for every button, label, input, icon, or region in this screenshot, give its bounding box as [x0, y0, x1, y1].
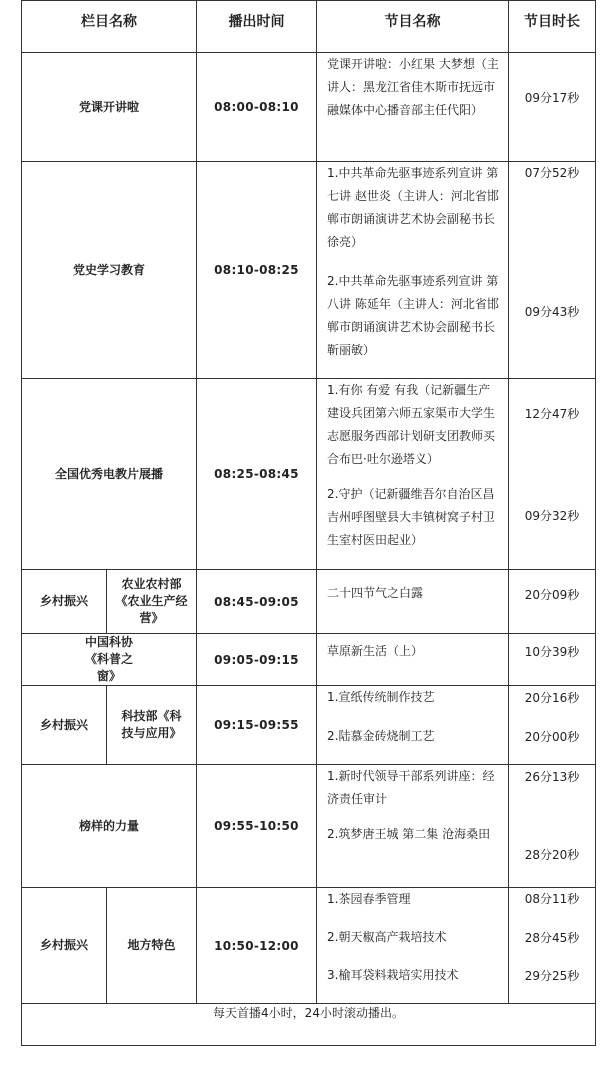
duration-cell: [509, 765, 596, 888]
program-title: 党课开讲啦：小红果 大梦想（主讲人：黑龙江省佳木斯市抚远市融媒体中心播音部主任代阳）: [327, 57, 499, 117]
broadcast-time: 08:00-08:10: [197, 53, 317, 162]
header-row: [22, 1, 596, 53]
program-title: 1.中共革命先驱事迹系列宣讲 第七讲 赵世炎（主讲人：河北省邯郸市朗诵演讲艺术协会副秘书长徐亮）: [327, 166, 499, 249]
broadcast-time: 09:55-10:50: [197, 765, 317, 888]
duration-cell: [509, 162, 596, 379]
duration-value: 09分43秒: [524, 305, 580, 319]
broadcast-time: 08:10-08:25: [197, 162, 317, 379]
duration-cell: [509, 634, 596, 686]
footer-note: 每天首播4小时，24小时滚动播出。: [22, 1004, 596, 1046]
header-duration: 节目时长: [509, 1, 596, 53]
table-row: [22, 634, 596, 686]
table-row: [22, 162, 596, 379]
program-cell: [317, 162, 509, 379]
program-cell: [317, 53, 509, 162]
program-title: 2.朝天椒高产栽培技术: [327, 930, 447, 944]
column-name: 乡村振兴: [22, 570, 107, 634]
program-cell: [317, 765, 509, 888]
duration-value: 07分52秒: [524, 166, 580, 180]
broadcast-time: 10:50-12:00: [197, 888, 317, 1004]
program-title: 2.守护（记新疆维吾尔自治区昌吉州呼图壁县大丰镇树窝子村卫生室村医田起业）: [327, 487, 496, 547]
broadcast-time: 09:05-09:15: [197, 634, 317, 686]
duration-value: 20分16秒: [524, 691, 580, 705]
column-name: [22, 634, 197, 686]
table-row: [22, 686, 596, 765]
duration-cell: [509, 53, 596, 162]
column-name: 全国优秀电教片展播: [22, 379, 197, 570]
program-title: 3.榆耳袋料栽培实用技术: [327, 968, 459, 982]
broadcast-time: 09:15-09:55: [197, 686, 317, 765]
table-row: [22, 570, 596, 634]
program-cell: [317, 379, 509, 570]
column-name: 乡村振兴: [22, 888, 107, 1004]
duration-cell: [509, 888, 596, 1004]
program-title: 2.陆慕金砖烧制工艺: [327, 729, 435, 743]
column-name: 乡村振兴: [22, 686, 107, 765]
duration-value: 10分39秒: [524, 645, 580, 659]
column-name: 党史学习教育: [22, 162, 197, 379]
broadcast-time: 08:45-09:05: [197, 570, 317, 634]
table-row: [22, 53, 596, 162]
program-cell: [317, 686, 509, 765]
header-program-name: 节目名称: [317, 1, 509, 53]
column-name: 榜样的力量: [22, 765, 197, 888]
column-name-text: 中国科协《科普之窗》: [84, 635, 133, 683]
duration-value: 29分25秒: [524, 969, 580, 983]
table-row: [22, 765, 596, 888]
program-cell: [317, 634, 509, 686]
program-title: 1.新时代领导干部系列讲座：经济责任审计: [327, 769, 495, 806]
duration-value: 09分17秒: [524, 91, 580, 105]
duration-value: 20分00秒: [524, 730, 580, 744]
program-title: 1.茶园春季管理: [327, 892, 411, 906]
program-title: 2.中共革命先驱事迹系列宣讲 第八讲 陈延年（主讲人：河北省邯郸市朗诵演讲艺术协会副秘书长靳丽敏）: [327, 274, 499, 357]
footer-row: [22, 1004, 596, 1046]
sub-column-name: 农业农村部《农业生产经营》: [107, 570, 197, 634]
duration-value: 09分32秒: [524, 509, 580, 523]
program-title: 草原新生活（上）: [327, 644, 424, 658]
column-name: 党课开讲啦: [22, 53, 197, 162]
sub-column-name: 地方特色: [107, 888, 197, 1004]
program-title: 二十四节气之白露: [327, 586, 424, 600]
duration-cell: [509, 379, 596, 570]
duration-value: 28分20秒: [524, 848, 580, 862]
sub-column-name: 科技部《科技与应用》: [107, 686, 197, 765]
duration-value: 12分47秒: [524, 407, 580, 421]
duration-value: 26分13秒: [524, 770, 580, 784]
header-column-name: 栏目名称: [22, 1, 197, 53]
table-row: [22, 379, 596, 570]
duration-cell: [509, 570, 596, 634]
duration-value: 28分45秒: [524, 931, 580, 945]
table-row: [22, 888, 596, 1004]
broadcast-time: 08:25-08:45: [197, 379, 317, 570]
program-title: 2.筑梦唐王城 第二集 沧海桑田: [327, 827, 491, 841]
schedule-table: [21, 0, 596, 1046]
program-title: 1.有你 有爱 有我（记新疆生产建设兵团第六师五家渠市大学生志愿服务西部计划研支团教师买合布巴·吐尔逊塔义）: [327, 383, 496, 466]
header-broadcast-time: 播出时间: [197, 1, 317, 53]
duration-cell: [509, 686, 596, 765]
program-cell: [317, 888, 509, 1004]
program-cell: [317, 570, 509, 634]
duration-value: 08分11秒: [524, 892, 580, 906]
program-title: 1.宣纸传统制作技艺: [327, 690, 435, 704]
duration-value: 20分09秒: [524, 588, 580, 602]
